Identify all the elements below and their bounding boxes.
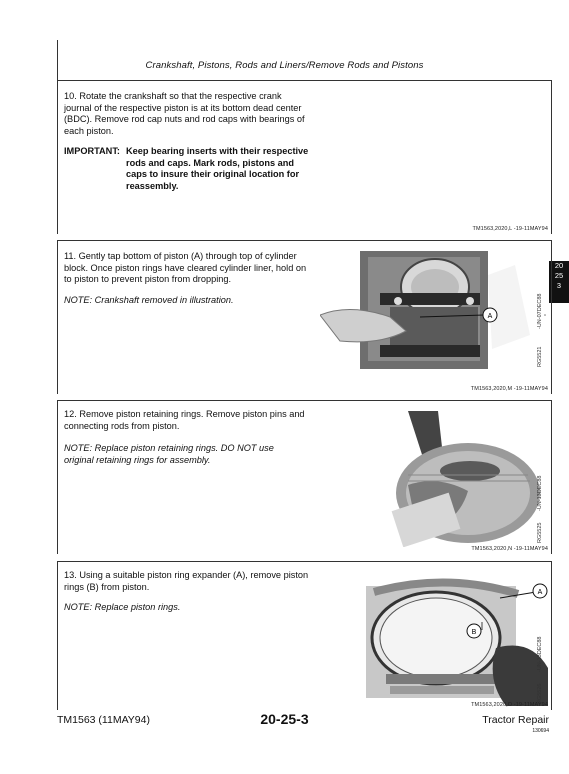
important-label: IMPORTANT: — [64, 146, 120, 156]
step-13-code-2: RG5526 — [537, 683, 543, 704]
step-12-panel — [57, 400, 552, 554]
step-12-code-1: -UN-13DEC88 — [537, 475, 543, 511]
step-13-panel — [57, 561, 552, 710]
ring-expander-photo — [326, 568, 548, 706]
step-11-note: NOTE: Crankshaft removed in illustration. — [64, 295, 234, 305]
step-13-text: 13. Using a suitable piston ring expander (A), remove piston rings (B) from piston. — [64, 570, 309, 592]
step-12-code-2: RG5525 — [537, 522, 543, 543]
step-10-text: 10. Rotate the crankshaft so that the respective crank journal of the respective piston is at its bottom dead center (BDC). Remove rod cap nuts and rod caps with bearings of each piston. — [64, 91, 305, 136]
step-12-note: NOTE: Replace piston retaining rings. DO NOT use original retaining rings for assembly. — [64, 443, 274, 465]
step-11-code-2: RG5521 — [537, 346, 543, 367]
important-text: Keep bearing inserts with their respective rods and caps. Mark rods, pistons and caps to insure their original location for reassembly. — [126, 146, 309, 191]
footer-manual-id: TM1563 (11MAY94) — [57, 714, 150, 726]
step-12-ref: TM1563,2020,N -19-11MAY94 — [471, 546, 548, 552]
tab-section-number: 25 — [554, 271, 564, 280]
step-13-ref: TM1563,2020,O -19-11MAY94 — [471, 702, 548, 708]
callout-a: A — [487, 313, 493, 320]
callout-a: A — [537, 589, 543, 596]
step-10-panel — [57, 80, 552, 234]
step-10-ref: TM1563,2020,L -19-11MAY94 — [472, 226, 548, 232]
piston-tap-photo — [320, 245, 550, 385]
piston-pin-photo — [348, 405, 548, 547]
step-11-ref: TM1563,2020,M -19-11MAY94 — [470, 386, 548, 392]
tab-page-number: 3 — [556, 281, 562, 290]
section-title: Crankshaft, Pistons, Rods and Liners/Remove Rods and Pistons — [145, 60, 424, 71]
step-13-note: NOTE: Replace piston rings. — [64, 602, 181, 612]
step-11-code-1: -UN-07DEC88 — [537, 293, 543, 329]
footer-page-number: 20-25-3 — [260, 711, 309, 727]
footer-manual-title: Tractor Repair — [482, 714, 549, 726]
tab-group-number: 20 — [554, 261, 564, 270]
step-11-text: 11. Gently tap bottom of piston (A) through top of cylinder block. Once piston rings have cleared cylinder liner, hold on to piston to prevent piston from dropping. — [64, 251, 307, 285]
callout-b: B — [471, 629, 477, 636]
step-13-code-1: -UN-13DEC88 — [537, 636, 543, 672]
step-12-text: 12. Remove piston retaining rings. Remove piston pins and connecting rods from piston. — [64, 409, 305, 431]
step-11-panel — [57, 240, 552, 394]
footer-print-code: 130694 — [532, 728, 549, 734]
section-tab — [549, 261, 569, 303]
